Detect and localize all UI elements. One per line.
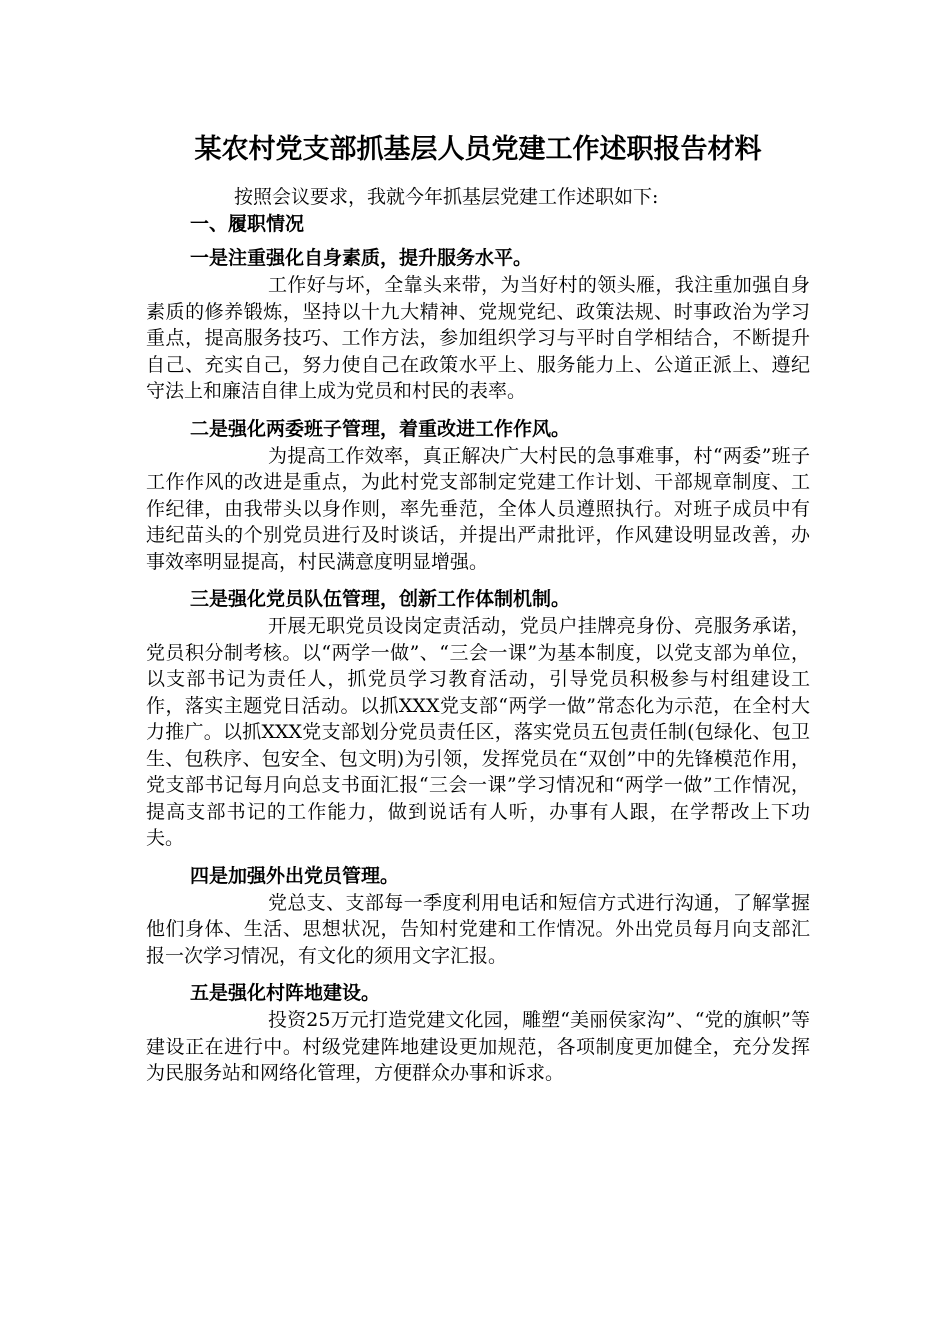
item-3 [146,585,810,852]
item-5 [146,979,810,1087]
item-heading: 五是强化村阵地建设。 [190,982,381,1004]
item-1 [146,244,810,405]
item-heading: 四是加强外出党员管理。 [190,864,400,887]
item-heading: 三是强化党员队伍管理，创新工作体制机制。 [190,588,571,610]
item-heading: 二是强化两委班子管理，着重改进工作作风。 [190,417,571,440]
document-page [146,130,810,1087]
document-title: 某农村党支部抓基层人员党建工作述职报告材料 [194,134,762,165]
intro-paragraph: 按照会议要求，我就今年抓基层党建工作述职如下: [234,186,659,208]
item-4 [146,862,810,970]
item-2 [146,415,810,576]
item-heading: 一是注重强化自身素质，提升服务水平。 [190,247,533,269]
item-body: 工作好与坏，全靠头来带，为当好村的领头雁，我注重加强自身素质的修养锻炼，坚持以十九大精神、党规党纪、政策法规、时事政治为学习重点，提高服务技巧、工作方法，参加组织学习与平时自学相结合，不断提升自己、充实自己，努力使自己在政策水平上、服务能力上、公道正派上、遵纪守法上和廉洁自律上成为党员和村民的表率。 [146,274,810,402]
item-body: 开展无职党员设岗定责活动，党员户挂牌亮身份、亮服务承诺，党员积分制考核。以“两学一做”、“三会一课”为基本制度，以党支部为单位，以支部书记为责任人，抓党员学习教育活动，引导党员积极参与村组建设工作，落实主题党日活动。以抓XXX党支部“两学一做”常态化为示范，在全村大力推广。以抓XXX党支部划分党员责任区，落实党员五包责任制(包绿化、包卫生、包秩序、包安全、包文明)为引领，发挥党员在“双创”中的先锋模范作用，党支部书记每月向总支书面汇报“三会一课”学习情况和“两学一做”工作情况，提高支部书记的工作能力，做到说话有人听，办事有人跟，在学帮改上下功夫。 [146,615,810,849]
item-body: 为提高工作效率，真正解决广大村民的急事难事，村“两委”班子工作作风的改进是重点，为此村党支部制定党建工作计划、干部规章制度、工作纪律，由我带头以身作则，率先垂范，全体人员遵照执行。对班子成员中有违纪苗头的个别党员进行及时谈话，并提出严肃批评，作风建设明显改善，办事效率明显提高，村民满意度明显增强。 [146,444,810,573]
item-body: 投资25万元打造党建文化园，雕塑“美丽侯家沟”、“党的旗帜”等建设正在进行中。村级党建阵地建设更加规范，各项制度更加健全，充分发挥为民服务站和网络化管理，方便群众办事和诉求。 [146,1009,810,1084]
item-body: 党总支、支部每一季度利用电话和短信方式进行沟通，了解掌握他们身体、生活、思想状况，告知村党建和工作情况。外出党员每月向支部汇报一次学习情况，有文化的须用文字汇报。 [146,891,810,967]
section-heading: 一、履职情况 [190,213,305,235]
